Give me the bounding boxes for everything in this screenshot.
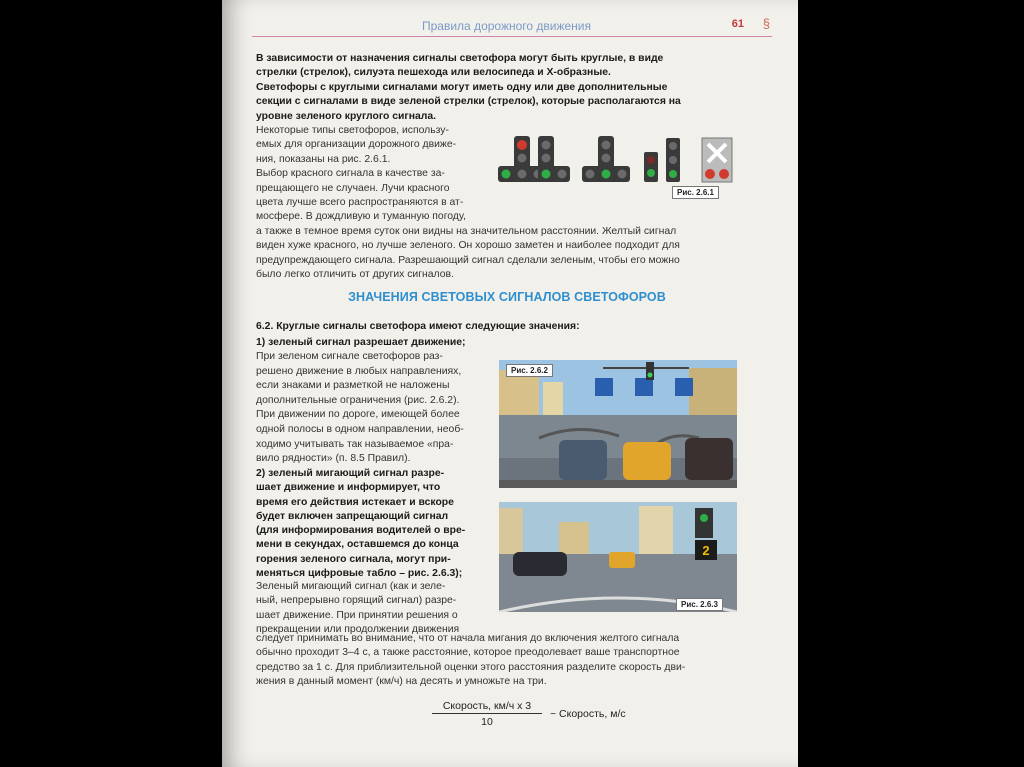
text-line: ния, показаны на рис. 2.6.1. (256, 153, 391, 165)
running-title: Правила дорожного движения (422, 19, 592, 33)
figure-1-caption: Рис. 2.6.1 (672, 186, 719, 199)
text-line: емых для организации дорожного движе- (256, 139, 457, 151)
text-line: мени в секундах, оставшемся до конца (256, 539, 459, 551)
text-line: цвета лучше всего распространяются в ат- (256, 197, 464, 209)
text-line: 2) зеленый мигающий сигнал разре- (256, 468, 445, 479)
page-number: 61 (731, 18, 744, 30)
text-line: обычно проходит 3–4 с, а также расстояние, которое преодолевает ваше транспортное (256, 647, 680, 659)
text-line: ный, непрерывно горящий сигнал) разре- (256, 595, 457, 607)
text-line: решено движение в любых направлениях, (256, 365, 462, 377)
text-line: прещающего не случаен. Лучи красного (256, 182, 450, 194)
text-line: вило рядности» (п. 8.5 Правил). (256, 453, 411, 465)
item-1-title: 1) зеленый сигнал разрешает движение; (256, 337, 466, 348)
formula-result: ~ Скорость, м/с (550, 708, 626, 720)
x-shaped-signal (702, 138, 732, 182)
text-line: В зависимости от назначения сигналы светофора могут быть круглые, в виде (256, 53, 664, 64)
formula-numerator: Скорость, км/ч х 3 (442, 700, 532, 712)
countdown-display: 2 (702, 543, 710, 558)
text-line: прекращении или продолжении движения (256, 624, 460, 636)
text-line: ходимо учитывать так называемое «пра- (256, 438, 454, 450)
text-line: одной полосы в одном направлении, необ- (256, 423, 464, 435)
text-line: будет включен запрещающий сигнал (256, 510, 449, 522)
vertical-traffic-light (666, 138, 680, 182)
text-line: Выбор красного сигнала в качестве за- (256, 168, 445, 180)
text-line: а также в темное время суток они видны на значительном расстоянии. Желтый сигнал (256, 226, 677, 237)
text-line: если знаками и разметкой не наложены (256, 380, 450, 392)
text-line: уровне зеленого круглого сигнала. (256, 110, 437, 122)
intersection-photo (499, 360, 737, 488)
header-mark: § (762, 16, 770, 31)
tail-paragraph (256, 632, 786, 690)
text-line: следует принимать во внимание, что от начала мигания до включения желтого сигнала (256, 633, 680, 644)
text-line: (для информирования водителей о вре- (256, 525, 466, 537)
text-line: виден хуже красного, но лучше зеленого. Он хорошо заметен и наиболее подходит для (256, 240, 680, 252)
text-line: горения зеленого сигнала, могут при- (256, 553, 451, 565)
text-line: меняться цифровые табло – рис. 2.6.3); (256, 568, 463, 580)
text-line: было легко отличить от других сигналов. (256, 269, 454, 281)
intro-paragraph-3 (256, 124, 516, 225)
text-line: мосфере. В дождливую и туманную погоду, (256, 211, 466, 223)
text-line: Некоторые типы светофоров, использу- (256, 125, 449, 136)
text-line: жения в данный момент (км/ч) на десять и умножьте на три. (256, 676, 547, 688)
intro-paragraph-4 (256, 225, 776, 283)
text-line: шает движение и информирует, что (256, 482, 441, 494)
text-line: дополнительные ограничения (рис. 2.6.2). (256, 394, 460, 406)
book-page (222, 0, 798, 767)
fraction-line (432, 713, 542, 714)
pedestrian-light (644, 152, 658, 182)
countdown-photo (499, 502, 737, 612)
intro-paragraph-2 (256, 81, 776, 124)
item-2-extra (256, 580, 506, 638)
formula-denominator: 10 (481, 716, 493, 728)
intro-paragraph-1 (256, 52, 776, 81)
text-line: При движении по дороге, имеющей более (256, 409, 460, 421)
text-line: секции с сигналами в виде зеленой стрелки (стрелок), которые располагаются на (256, 96, 681, 108)
figure-3-caption: Рис. 2.6.3 (676, 598, 723, 611)
traffic-light-gamma (538, 136, 570, 182)
figure-2-caption: Рис. 2.6.2 (506, 364, 553, 377)
page-header (252, 14, 772, 37)
item-1-text (256, 350, 506, 467)
text-line: шает движение. При принятии решения о (256, 609, 458, 621)
traffic-light-t-right (582, 136, 630, 182)
text-line: Зеленый мигающий сигнал (как и зеле- (256, 581, 446, 592)
text-line: время его действия истекает и вскоре (256, 496, 454, 508)
text-line: При зеленом сигнале светофоров раз- (256, 351, 443, 362)
item-2-text (256, 467, 506, 581)
text-line: предупреждающего сигнала. Разрешающий сигнал сделали зеленым, чтобы его можно (256, 254, 680, 266)
text-line: средство за 1 с. Для приблизительной оценки этого расстояния разделите скорость дви- (256, 661, 686, 673)
section-title: ЗНАЧЕНИЯ СВЕТОВЫХ СИГНАЛОВ СВЕТОФОРОВ (348, 290, 666, 304)
text-line: Светофоры с круглыми сигналами могут иметь одну или две дополнительные (256, 82, 668, 93)
rule-heading: 6.2. Круглые сигналы светофора имеют следующие значения: (256, 321, 580, 332)
text-line: стрелки (стрелок), силуэта пешехода или велосипеда и Х-образные. (256, 67, 611, 79)
